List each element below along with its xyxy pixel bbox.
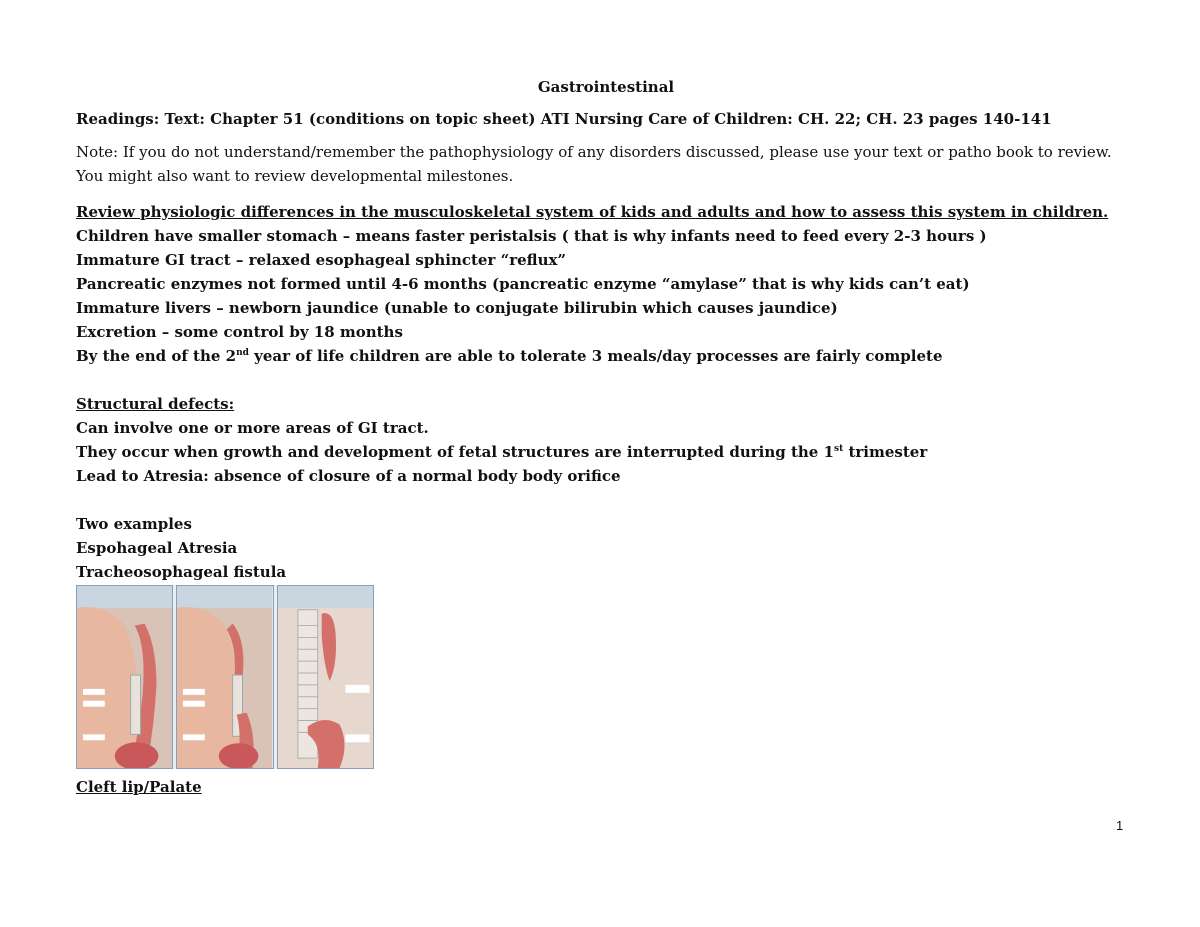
physiology-point: Pancreatic enzymes not formed until 4-6 months (pancreatic enzyme “amylase” that is why kids can’t eat) — [76, 275, 970, 293]
structural-line: Lead to Atresia: absence of closure of a normal body body orifice — [76, 467, 621, 485]
illustration-panel — [277, 585, 374, 769]
examples-heading: Two examples — [76, 515, 192, 533]
physiology-point: Children have smaller stomach – means faster peristalsis ( that is why infants need to feed every 2-3 hours ) — [76, 227, 987, 245]
example-item: Espohageal Atresia — [76, 539, 238, 557]
illustration-panel — [176, 585, 273, 769]
structural-line: Can involve one or more areas of GI tract. — [76, 419, 429, 437]
review-heading: Review physiologic differences in the musculoskeletal system of kids and adults and how to assess this system in children. — [76, 203, 1109, 221]
example-item: Tracheosophageal fistula — [76, 563, 287, 581]
physiology-point: Immature livers – newborn jaundice (unable to conjugate bilirubin which causes jaundice) — [76, 299, 838, 317]
page-number: 1 — [1116, 818, 1124, 833]
structural-line: They occur when growth and development of fetal structures are interrupted during the 1st trimester — [76, 443, 928, 461]
note-paragraph: Note: If you do not understand/remember the pathophysiology of any disorders discussed, please use your text or patho book to review. You might also want to review developmental milestones. — [76, 143, 1112, 185]
anatomy-illustration — [76, 585, 374, 769]
physiology-point: Excretion – some control by 18 months — [76, 323, 403, 341]
illustration-panel — [76, 585, 173, 769]
readings-line: Readings: Text: Chapter 51 (conditions on topic sheet) ATI Nursing Care of Children: CH. 22; CH. 23 pages 140-141 — [76, 110, 1052, 128]
document-title: Gastrointestinal — [537, 78, 675, 96]
structural-heading: Structural defects: — [76, 395, 235, 413]
cleft-heading: Cleft lip/Palate — [76, 778, 202, 796]
physiology-point: Immature GI tract – relaxed esophageal sphincter “reflux” — [76, 251, 567, 269]
page-content — [76, 78, 1136, 799]
tolerance-line: By the end of the 2nd year of life children are able to tolerate 3 meals/day processes are fairly complete — [76, 347, 943, 365]
